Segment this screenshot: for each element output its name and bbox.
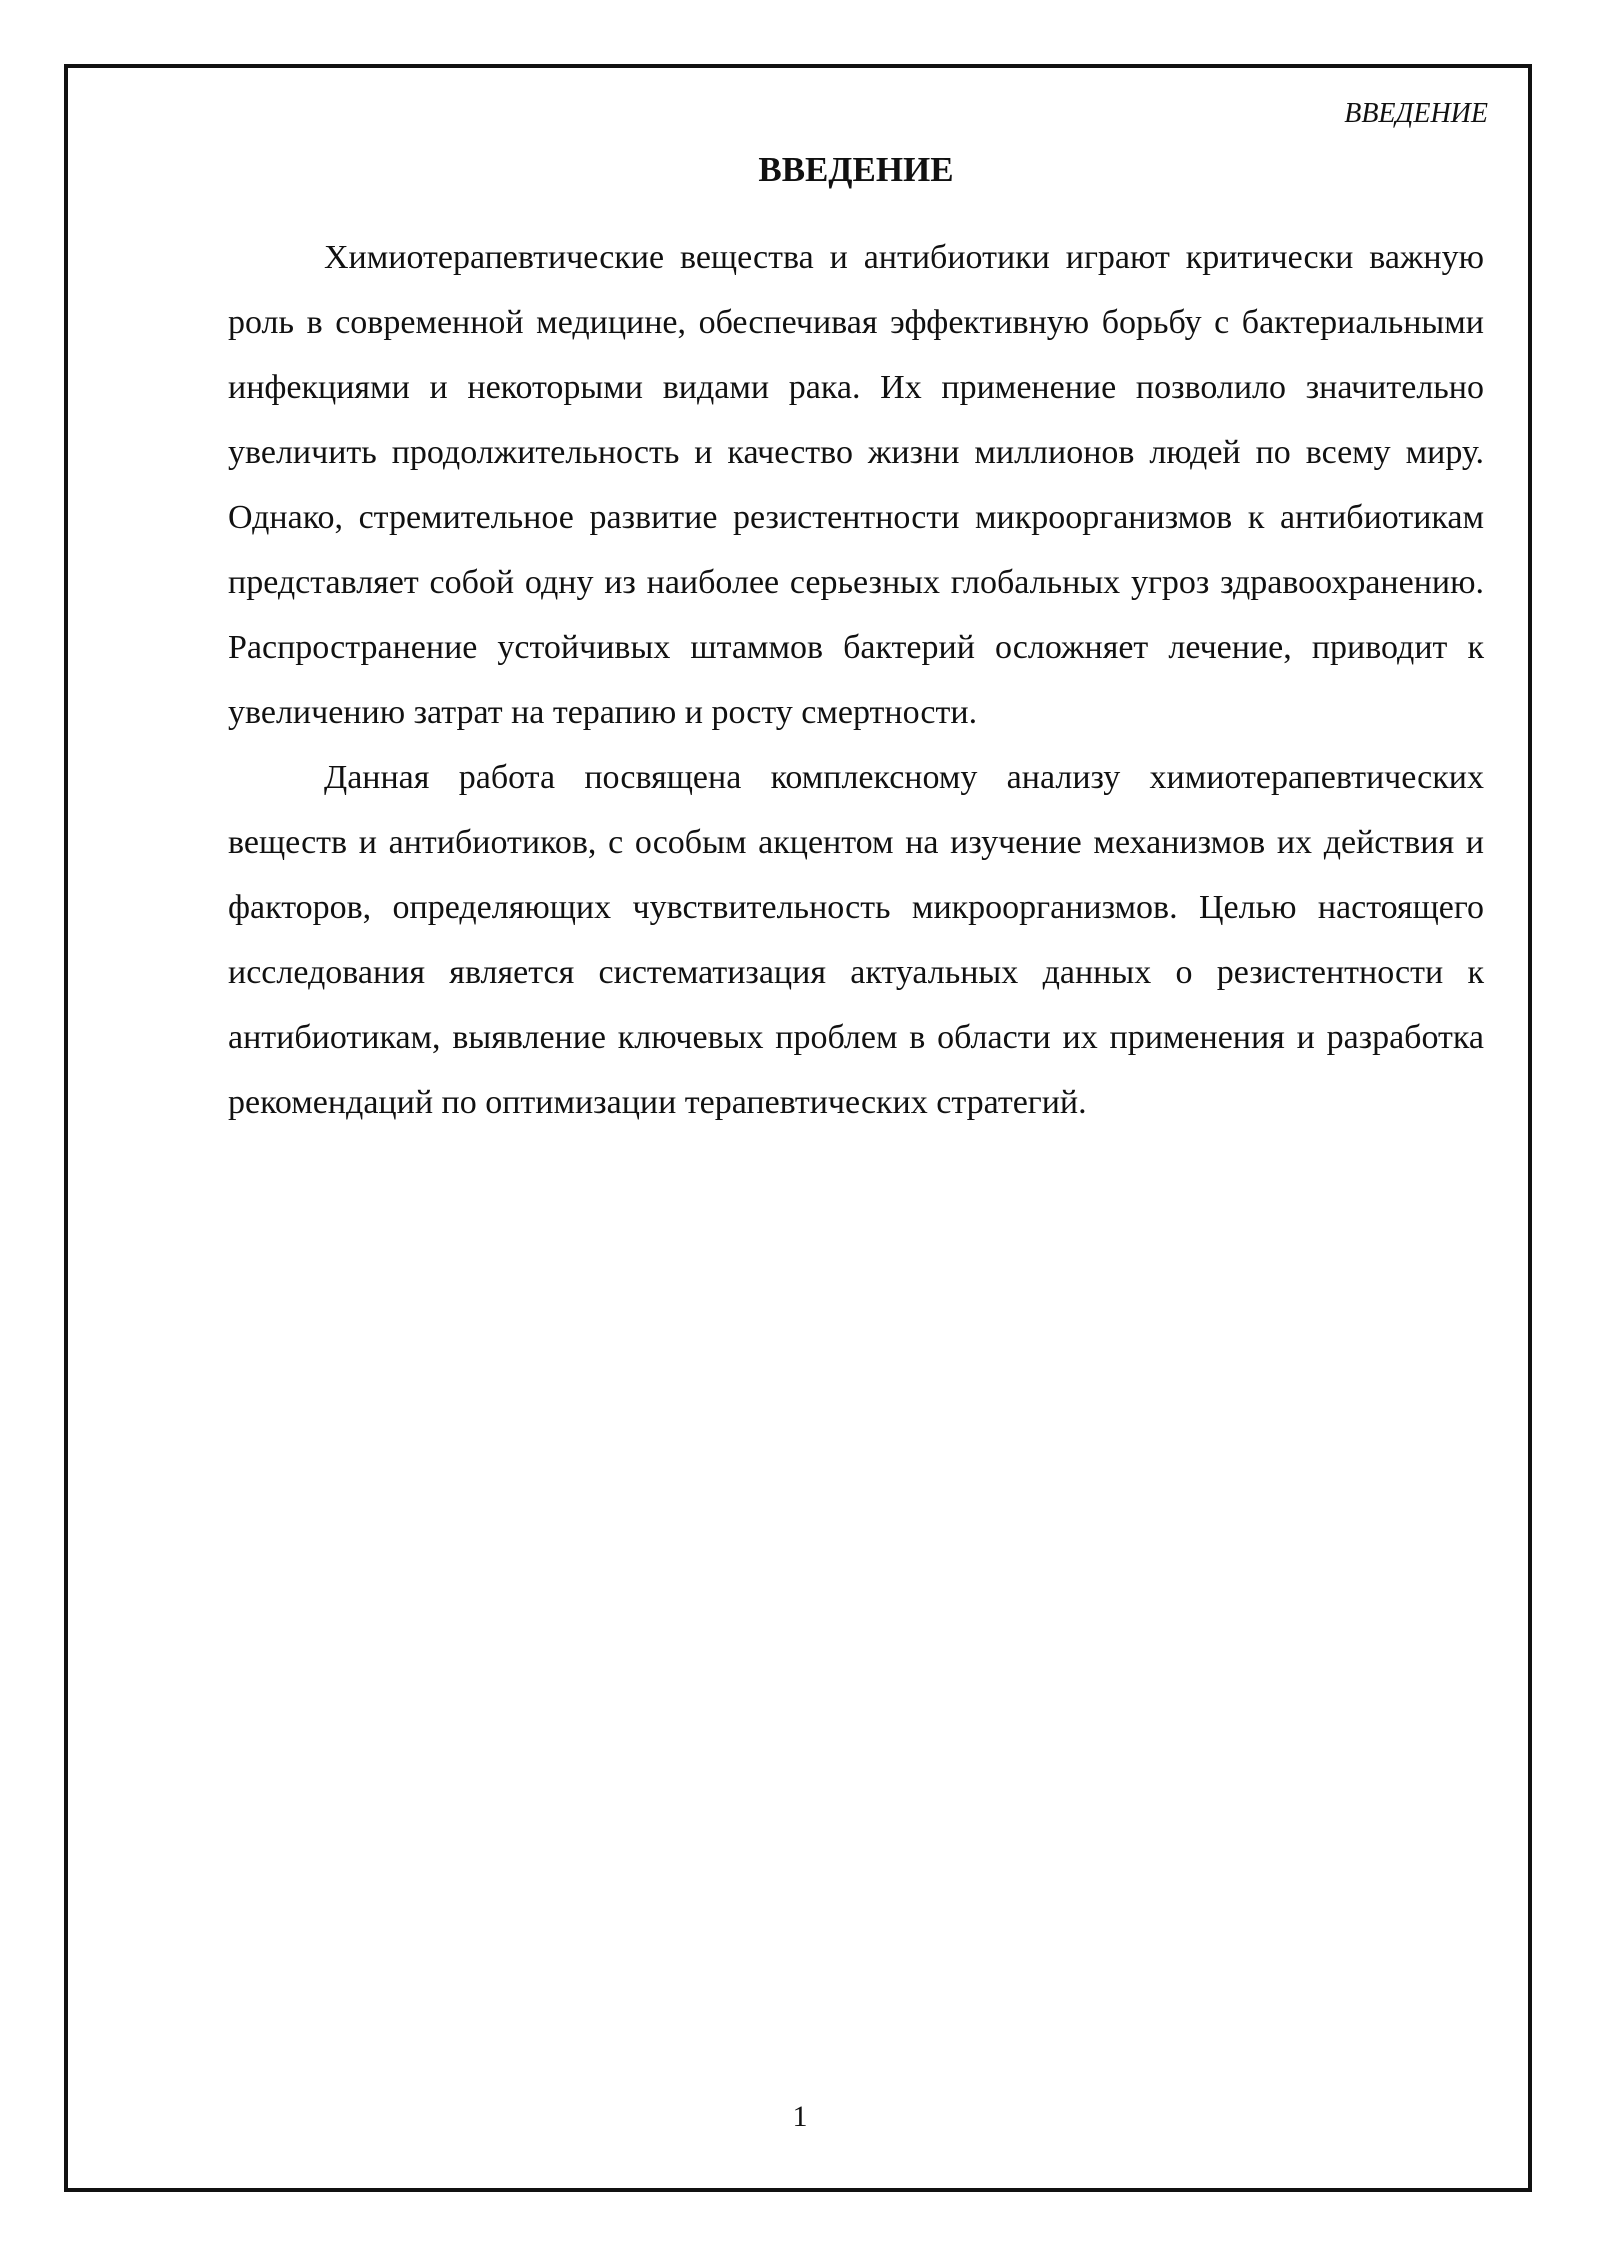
page-title: ВВЕДЕНИЕ [758,150,954,189]
page-number: 1 [792,2100,808,2133]
paragraph: Данная работа посвящена комплексному анализу химиотерапевтических веществ и антибиотиков, с особым акцентом на изучение механизмов их действия и факторов, определяющих чувствительность микроорганизмов. Целью настоящего исследования является систематизация актуальных данных о резистентности к антибиотикам, выявление ключевых проблем в области их применения и разработка рекомендаций по оптимизации терапевтических стратегий. [228,759,1484,1121]
paragraph: Химиотерапевтические вещества и антибиотики играют критически важную роль в современной медицине, обеспечивая эффективную борьбу с бактериальными инфекциями и некоторыми видами рака. Их применение позволило значительно увеличить продолжительность и качество жизни миллионов людей по всему миру. Однако, стремительное развитие резистентности микроорганизмов к антибиотикам представляет собой одну из наиболее серьезных глобальных угроз здравоохранению. Распространение устойчивых штаммов бактерий осложняет лечение, приводит к увеличению затрат на терапию и росту смертности. [228,239,1484,731]
document-body [228,152,1484,1135]
running-header: ВВЕДЕНИЕ [1344,98,1488,129]
